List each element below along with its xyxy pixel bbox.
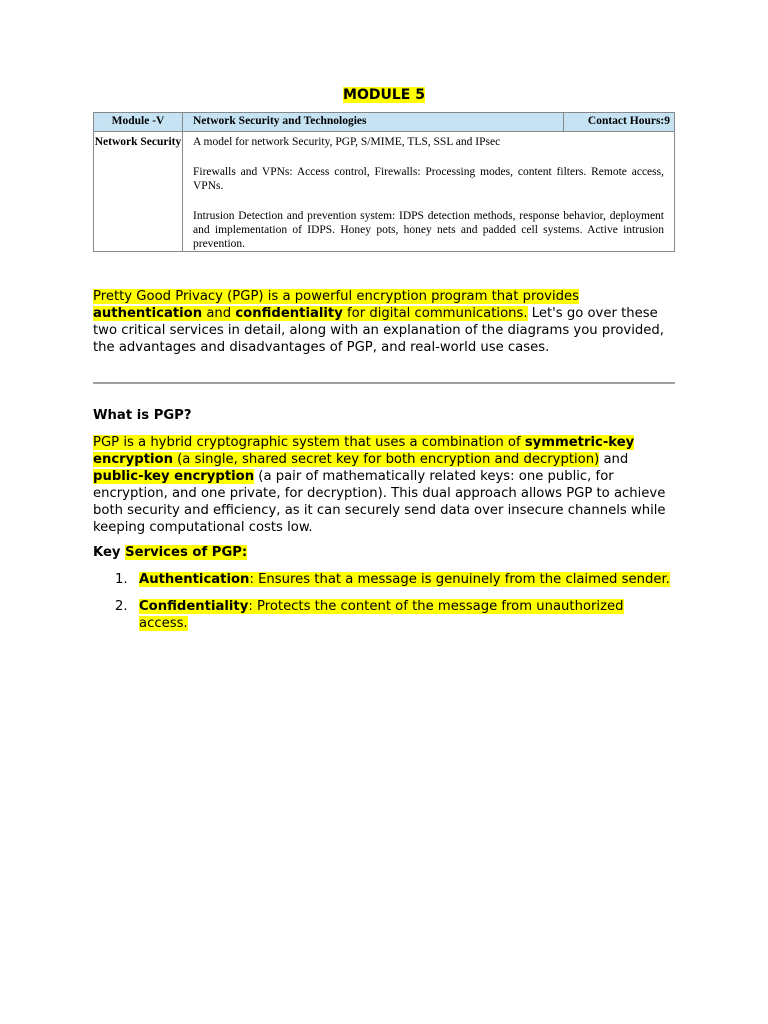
intro-text-3: for digital communications. bbox=[342, 306, 528, 321]
contact-hours-cell: Contact Hours:9 bbox=[564, 113, 675, 132]
list-item-number: 2. bbox=[115, 599, 128, 614]
list-item-text bbox=[139, 599, 624, 631]
service-name: Authentication bbox=[139, 572, 250, 587]
list-item-text bbox=[139, 572, 670, 587]
syllabus-body-row bbox=[94, 132, 675, 252]
pgp-def-bold-public-key: public-key encryption bbox=[93, 469, 255, 484]
topic-paragraph-1: A model for network Security, PGP, S/MIME, TLS, SSL and IPsec bbox=[193, 136, 501, 148]
intro-text-1: Pretty Good Privacy (PGP) is a powerful encryption program that provides bbox=[93, 289, 580, 304]
topic-label-cell: Network Security bbox=[94, 132, 183, 252]
list-item bbox=[93, 571, 673, 588]
key-services-highlight: Services of PGP: bbox=[125, 545, 248, 560]
pgp-def-text-4: (a pair of mathematically related keys: one public, for encryption, and one private, for decryption). This dual approach allows PGP to achieve both security and efficiency, as it can securely send data over insecure channels while keeping computational costs low. bbox=[93, 469, 666, 535]
intro-highlight bbox=[93, 289, 579, 321]
what-is-pgp-heading: What is PGP? bbox=[93, 408, 192, 423]
intro-text-2: and bbox=[202, 306, 236, 321]
service-description: : Ensures that a message is genuinely from the claimed sender. bbox=[249, 572, 670, 587]
horizontal-divider bbox=[93, 382, 675, 384]
intro-bold-confidentiality: confidentiality bbox=[235, 306, 343, 321]
key-services-heading bbox=[93, 544, 247, 561]
pgp-def-text-3: and bbox=[599, 452, 629, 467]
syllabus-header-row bbox=[94, 113, 675, 132]
module-title-text: MODULE 5 bbox=[343, 87, 425, 103]
intro-paragraph bbox=[93, 288, 683, 356]
pgp-def-highlight bbox=[93, 435, 634, 467]
topic-paragraph-3: Intrusion Detection and prevention system: IDPS detection methods, response behavior, deployment and implementation of IDPS. Honey pots, honey nets and padded cell systems. Active intrusion prevention. bbox=[193, 210, 664, 250]
module-name-cell: Network Security and Technologies bbox=[183, 113, 564, 132]
intro-text-4: Let's go over these two critical services in detail, along with an explanation of the diagrams you provided, the advantages and disadvantages of PGP, and real-world use cases. bbox=[93, 306, 664, 355]
pgp-def-bold-symmetric: symmetric-key encryption bbox=[93, 435, 635, 467]
service-name: Confidentiality bbox=[139, 599, 249, 614]
list-item bbox=[93, 598, 673, 632]
list-item-number: 1. bbox=[115, 572, 128, 587]
pgp-def-text-2: (a single, shared secret key for both encryption and decryption) bbox=[172, 452, 600, 467]
pgp-def-text-1: PGP is a hybrid cryptographic system that uses a combination of bbox=[93, 435, 525, 450]
key-services-prefix: Key bbox=[93, 545, 126, 560]
module-number-cell: Module -V bbox=[94, 113, 183, 132]
syllabus-table bbox=[93, 112, 675, 252]
services-list bbox=[93, 571, 673, 642]
pgp-definition-paragraph bbox=[93, 434, 683, 536]
intro-bold-authentication: authentication bbox=[93, 306, 203, 321]
module-title bbox=[0, 86, 768, 104]
service-description: : Protects the content of the message from unauthorized access. bbox=[139, 599, 624, 631]
topic-content-cell bbox=[183, 132, 675, 252]
topic-paragraph-2: Firewalls and VPNs: Access control, Firewalls: Processing modes, content filters. Remote access, VPNs. bbox=[193, 166, 664, 192]
